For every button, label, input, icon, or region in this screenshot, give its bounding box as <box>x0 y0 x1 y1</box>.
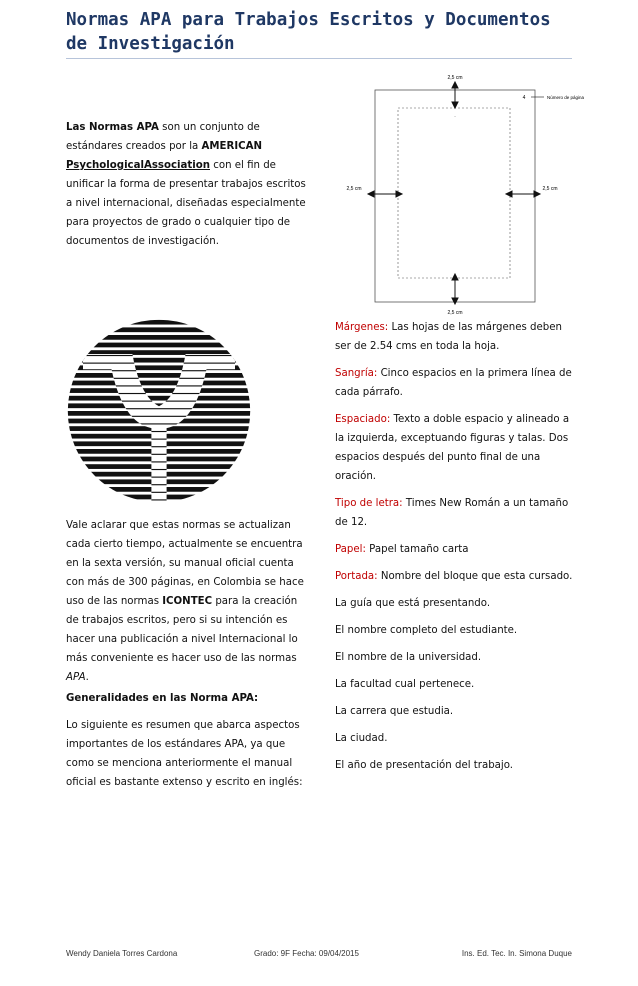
right-margin-label: 2,5 cm <box>542 186 558 192</box>
summary-paragraph: Lo siguiente es resumen que abarca aspectos importantes de los estándares APA, ya que como se menciona anteriormente el manual oficial es bastante extenso y escrito en inglés: <box>66 720 303 788</box>
page-number-label: Número de página <box>547 95 585 100</box>
rule-label: Sangría: <box>335 368 378 379</box>
generalidades-heading: Generalidades en las Norma APA: <box>66 693 259 704</box>
portada-item: La ciudad. <box>335 733 388 744</box>
rule-item <box>335 494 580 532</box>
footer-school: Ins. Ed. Tec. In. Simona Duque <box>461 949 572 958</box>
vale-text-1: Vale aclarar que estas normas se actualizan cada cierto tiempo, actualmente se encuentra en la sexta versión, su manual oficial cuenta con más de 300 páginas, en Colombia se hace uso de las normas <box>66 520 304 607</box>
rule-text: Nombre del bloque que esta cursado. <box>377 571 573 582</box>
rule-label: Tipo de letra: <box>335 498 403 509</box>
rule-label: Papel: <box>335 544 366 555</box>
left-margin-label: 2,5 cm <box>346 186 362 192</box>
rule-label: Espaciado: <box>335 414 391 425</box>
page-margins-diagram <box>338 70 598 320</box>
portada-item: La facultad cual pertenece. <box>335 679 475 690</box>
intro-assoc-2: PsychologicalAssociation <box>66 160 210 171</box>
rule-item <box>335 540 580 559</box>
page-number: 4 <box>522 95 526 101</box>
portada-item: El nombre completo del estudiante. <box>335 625 518 636</box>
rule-item <box>335 318 580 356</box>
portada-item: El nombre de la universidad. <box>335 652 482 663</box>
apa-term: APA <box>66 672 86 683</box>
vale-end: . <box>85 672 89 683</box>
rule-item <box>335 364 580 402</box>
intro-text-1: son un conjunto de estándares creados por la <box>66 122 260 152</box>
intro-bold-start: Las Normas APA <box>66 122 159 133</box>
title-divider <box>66 58 572 59</box>
intro-text-2: con el fin de unificar la forma de presentar trabajos escritos a nivel internacional, diseñadas especialmente para proyectos de grado o cualquier tipo de documentos de investigación. <box>66 160 306 247</box>
vale-text-2: para la creación de trabajos escritos, pero si su intención es hacer una publicación a nivel Internacional lo más conveniente es hacer uso de las normas <box>66 596 298 664</box>
rule-text: Las hojas de las márgenes deben ser de 2.54 cms en toda la hoja. <box>335 322 562 352</box>
footer-grade-date: Grado: 9F Fecha: 09/04/2015 <box>254 949 359 958</box>
icontec-term: ICONTEC <box>162 596 213 607</box>
footer-author: Wendy Daniela Torres Cardona <box>66 949 178 958</box>
rule-label: Portada: <box>335 571 378 582</box>
apa-logo <box>64 316 254 506</box>
apa-rules-list <box>335 318 580 783</box>
rule-text: Times New Román a un tamaño de 12. <box>335 498 569 528</box>
rule-label: Márgenes: <box>335 322 389 333</box>
rule-text: Cinco espacios en la primera línea de cada párrafo. <box>335 368 572 398</box>
intro-paragraph <box>66 118 306 251</box>
portada-item: El año de presentación del trabajo. <box>335 760 514 771</box>
top-margin-label: 2,5 cm <box>447 75 463 81</box>
rule-text: Texto a doble espacio y alineado a la izquierda, exceptuando figuras y talas. Dos espacios después del punto final de una oración. <box>335 414 570 482</box>
intro-assoc-1: AMERICAN <box>201 141 263 152</box>
portada-item: La carrera que estudia. <box>335 706 454 717</box>
portada-item: La guía que está presentando. <box>335 598 491 609</box>
rule-text: Papel tamaño carta <box>365 544 469 555</box>
update-paragraph <box>66 516 306 687</box>
rule-item <box>335 410 580 486</box>
bottom-margin-label: 2,5 cm <box>447 310 463 316</box>
rule-item <box>335 567 580 586</box>
document-title: Normas APA para Trabajos Escritos y Documentos de Investigación <box>66 10 551 54</box>
diagram-dot: · <box>454 114 456 119</box>
